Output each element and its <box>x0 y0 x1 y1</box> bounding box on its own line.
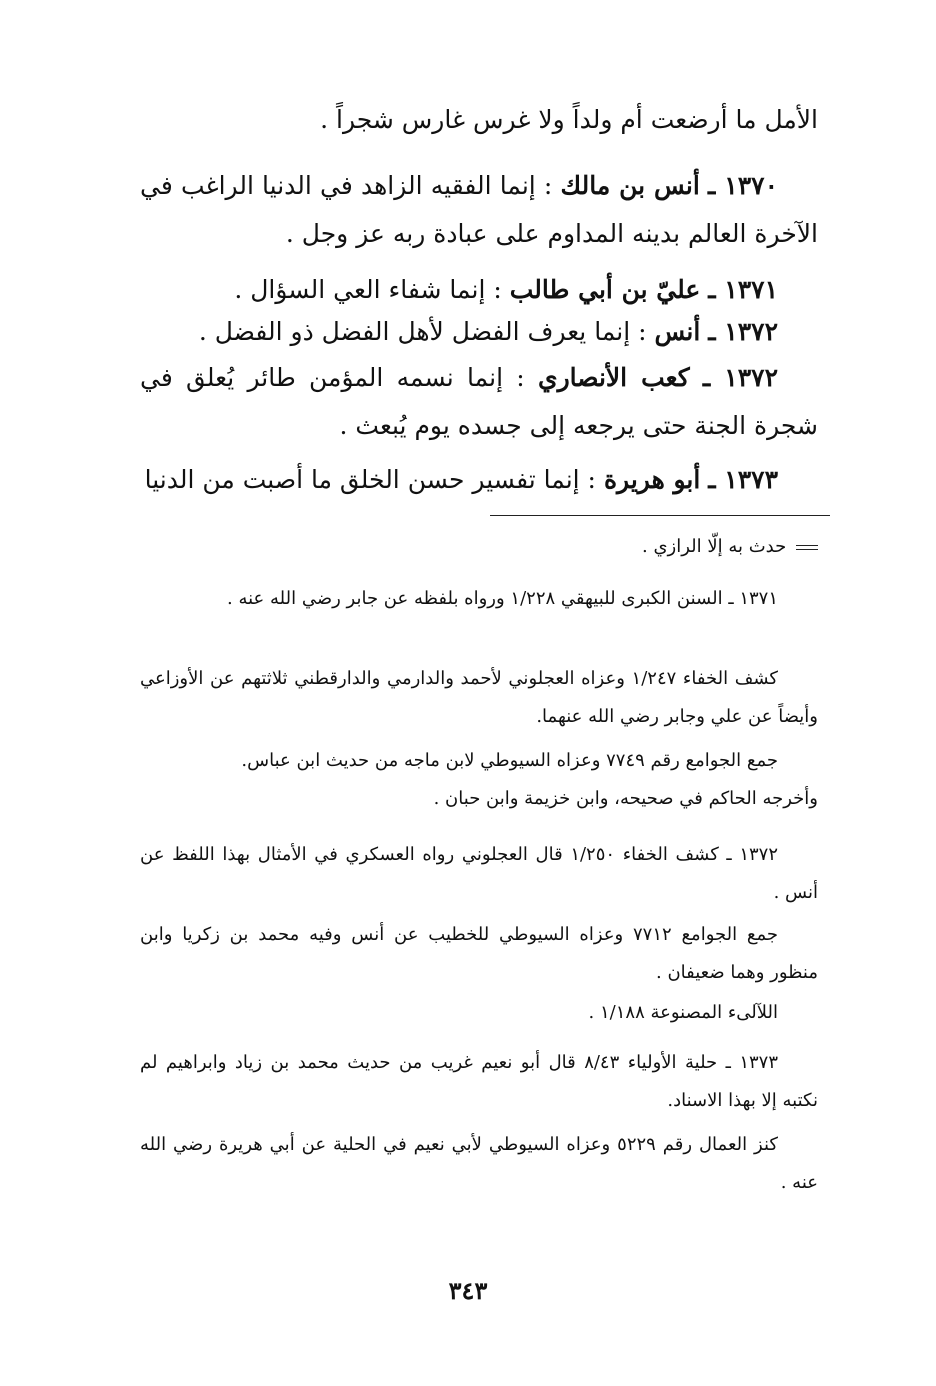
footnote-text: كنز العمال رقم ٥٢٢٩ وعزاه السيوطي لأبي نعيم في الحلية عن أبي هريرة رضي الله عنه . <box>140 1134 818 1193</box>
footnote-1372-laali <box>140 994 818 1032</box>
footnote-text: جمع الجوامع رقم ٧٧٤٩ وعزاه السيوطي لابن ماجه من حديث ابن عباس. <box>241 750 778 771</box>
page-number: ٣٤٣ <box>448 1276 488 1305</box>
paragraph-text: الأمل ما أرضعت أم ولداً ولا غرس غارس شجراً . <box>320 105 818 134</box>
footnote-continuation <box>140 528 818 566</box>
footnote-text: وأخرجه الحاكم في صحيحه، وابن خزيمة وابن حبان . <box>433 788 818 809</box>
footnote-text: كشف الخفاء ١/٢٤٧ وعزاه العجلوني لأحمد والدارمي والدارقطني ثلاثتهم عن الأوزاعي وأيضاً عن علي وجابر رضي الله عنهما. <box>140 668 818 727</box>
footnote-text: جمع الجوامع ٧٧١٢ وعزاه السيوطي للخطيب عن أنس وفيه محمد بن زكريا وابن منظور وهما ضعيفان . <box>140 924 818 983</box>
entry-number: ١٣٧٣ ـ <box>708 465 778 494</box>
entry-text: : إنما نسمه المؤمن طائر يُعلق في شجرة الجنة حتى يرجعه إلى جسده يوم يُبعث . <box>140 363 818 440</box>
footnote-text: حدث به إلّا الرازي . <box>642 536 787 557</box>
entry-1370 <box>140 162 818 258</box>
entry-1373 <box>140 456 818 504</box>
footnote-text: ١٣٧١ ـ السنن الكبرى للبيهقي ١/٢٢٨ ورواه بلفظه عن جابر رضي الله عنه . <box>227 588 778 609</box>
continuation-mark-icon <box>796 545 818 550</box>
entry-number: ١٣٧٠ ـ <box>708 171 779 200</box>
entry-text: : إنما تفسير حسن الخلق ما أصبت من الدنيا <box>144 465 596 494</box>
footnote-text: اللآلىء المصنوعة ١/١٨٨ . <box>588 1002 778 1023</box>
footnote-1371-jam <box>140 742 818 780</box>
entry-1372-anas <box>140 308 818 356</box>
narrator-name: أنس <box>654 317 701 346</box>
entry-number: ١٣٧١ ـ <box>708 275 778 304</box>
entry-text: : إنما الفقيه الزاهد في الدنيا الراغب في الآخرة العالم بدينه المداوم على عبادة ربه عز وجل . <box>140 171 818 248</box>
entry-number: ١٣٧٢ ـ <box>708 317 778 346</box>
footnote-1371 <box>140 580 818 618</box>
entry-number: ١٣٧٢ ـ <box>702 363 778 392</box>
footnote-text: ١٣٧٣ ـ حلية الأولياء ٨/٤٣ قال أبو نعيم غريب من حديث محمد بن زياد وابراهيم لم نكتبه إلا بهذا الاسناد. <box>140 1052 818 1111</box>
narrator-name: أنس بن مالك <box>560 171 700 200</box>
footnote-text: ١٣٧٢ ـ كشف الخفاء ١/٢٥٠ قال العجلوني رواه العسكري في الأمثال بهذا اللفظ عن أنس . <box>140 844 818 903</box>
entry-text: : إنما يعرف الفضل لأهل الفضل ذو الفضل . <box>198 317 647 346</box>
footnote-1371-hakim <box>140 780 818 818</box>
narrator-name: كعب الأنصاري <box>538 363 690 392</box>
footnote-1373 <box>140 1044 818 1120</box>
text-line-intro <box>140 96 818 144</box>
narrator-name: أبو هريرة <box>603 465 701 494</box>
footnote-1371-kashf <box>140 660 818 736</box>
footnote-1372 <box>140 836 818 912</box>
entry-1372-kaab <box>140 354 818 450</box>
entry-1371 <box>140 266 818 314</box>
footnote-1372-jam <box>140 916 818 992</box>
entry-text: : إنما شفاء العي السؤال . <box>234 275 502 304</box>
footnote-separator <box>490 515 830 516</box>
narrator-name: عليّ بن أبي طالب <box>509 275 701 304</box>
footnote-1373-kanz <box>140 1126 818 1202</box>
